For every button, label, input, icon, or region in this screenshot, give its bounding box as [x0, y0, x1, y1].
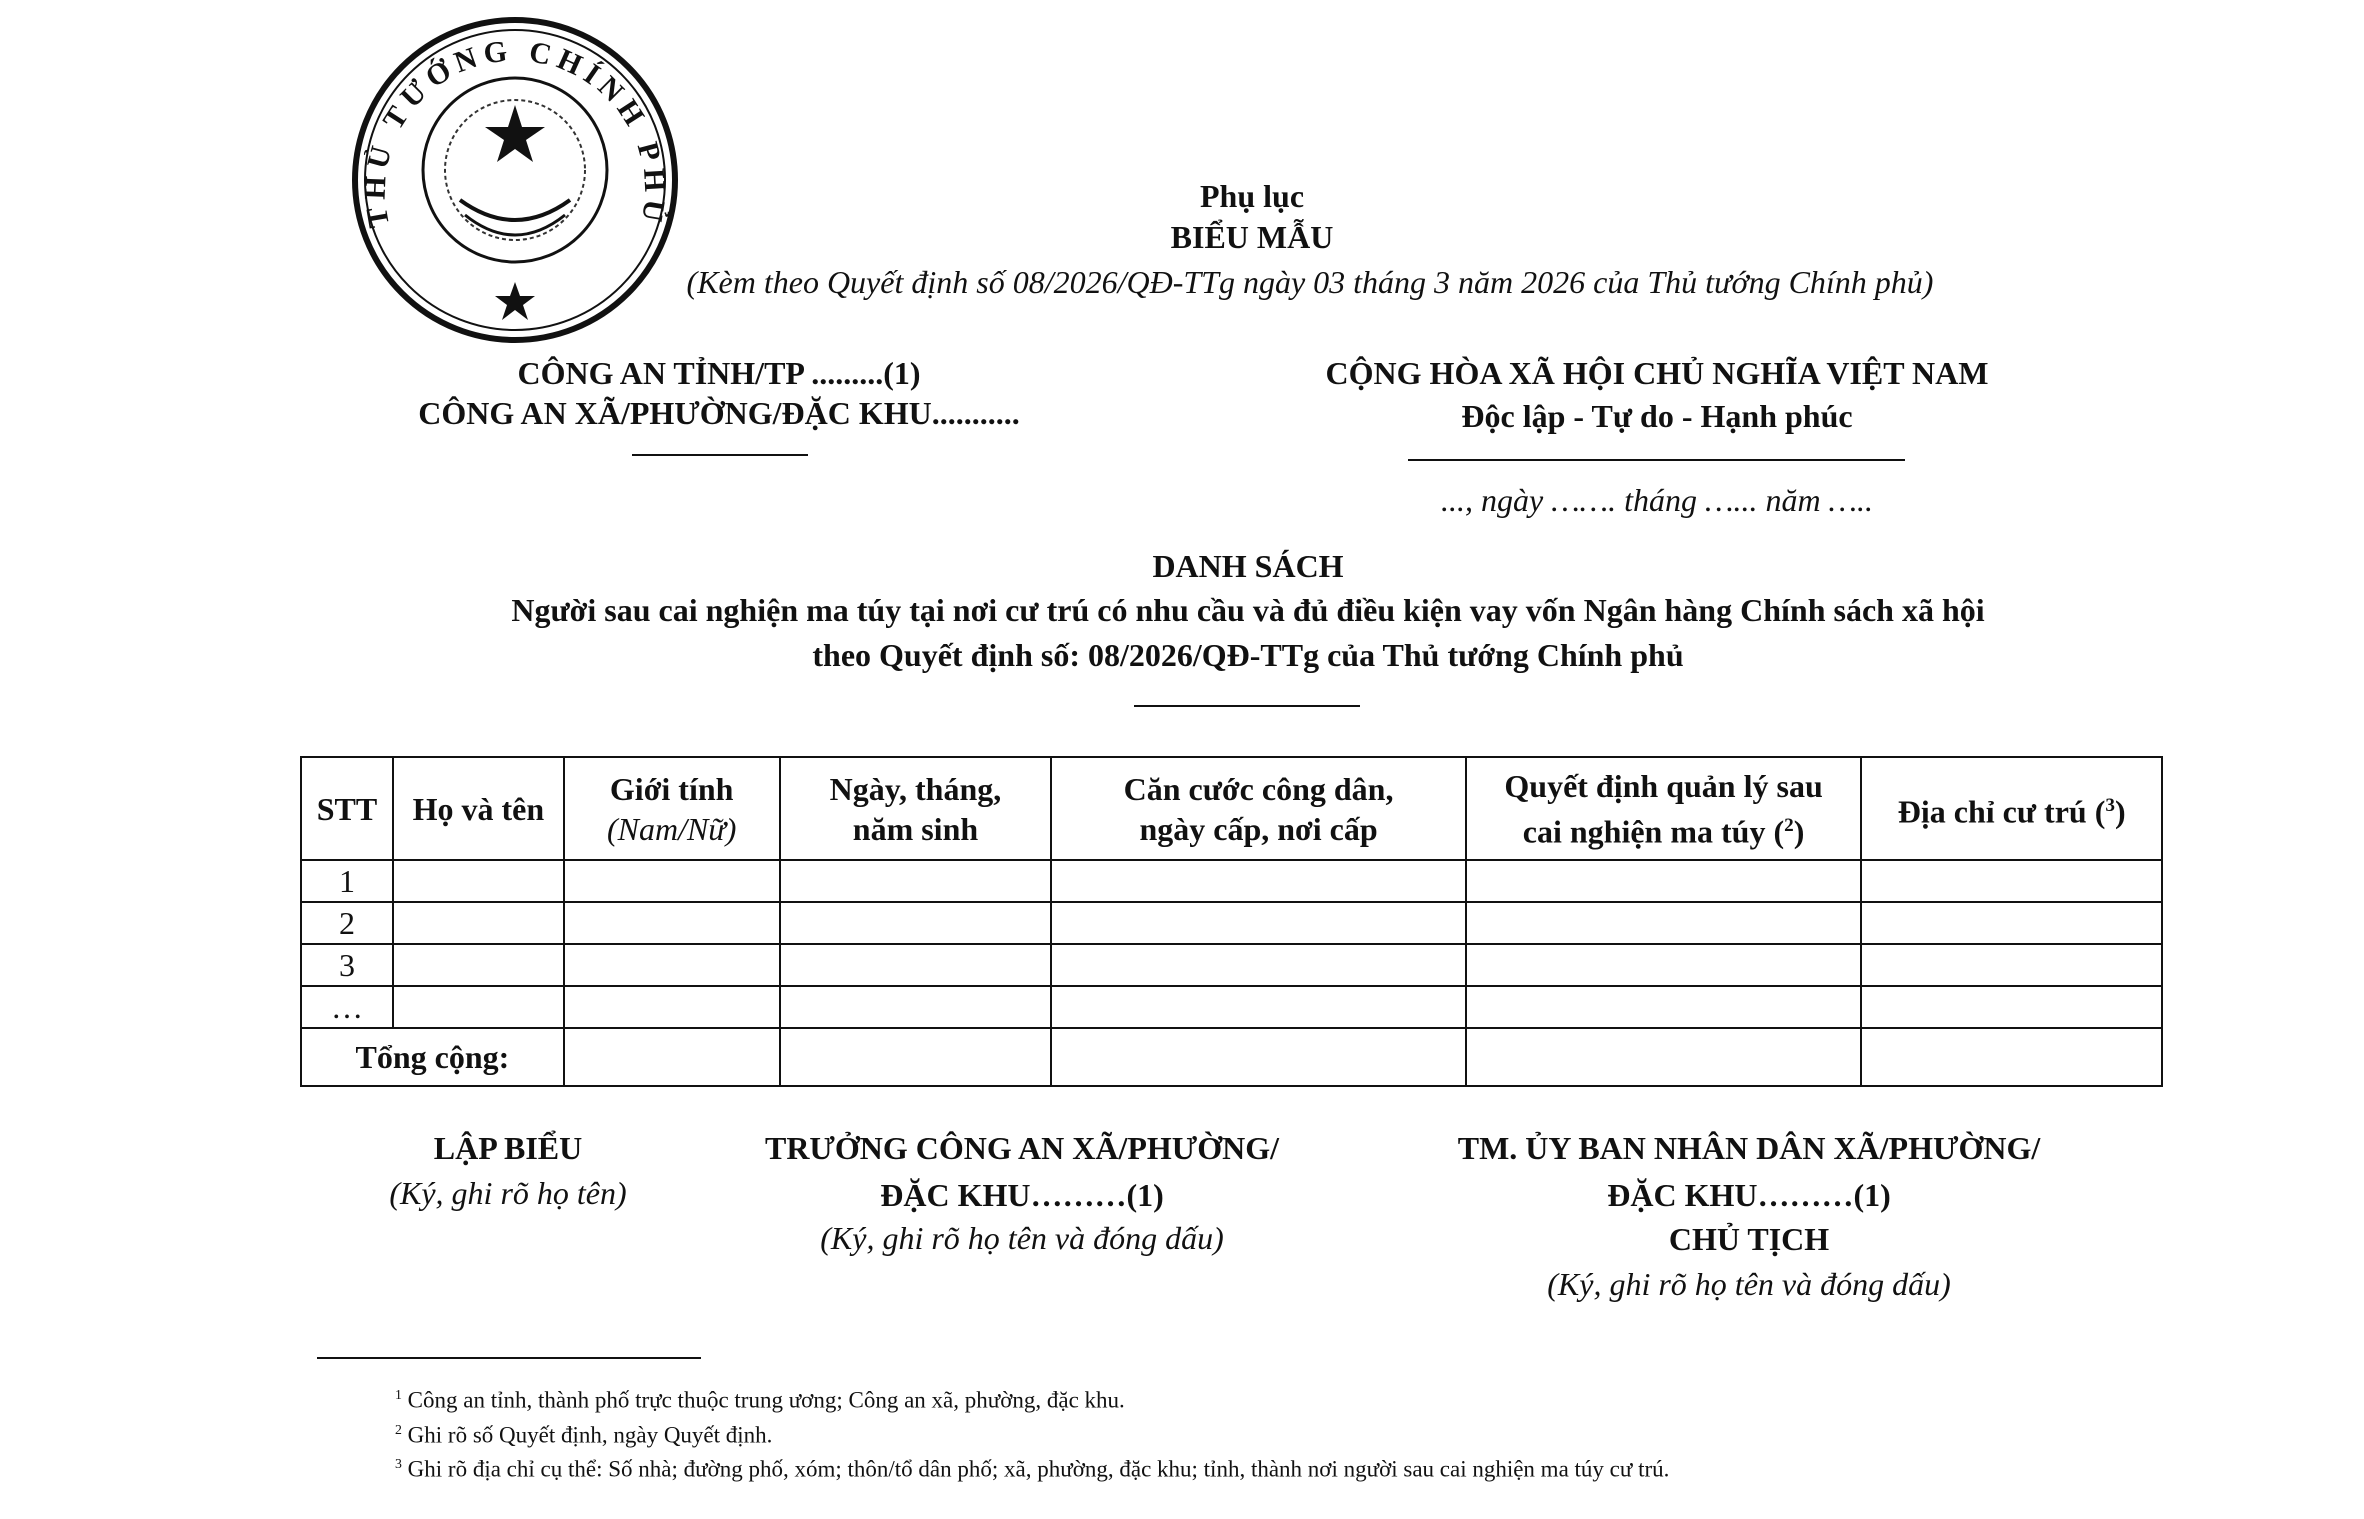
- footnote-ref-3: 3: [2105, 794, 2115, 816]
- table-row: [301, 986, 2162, 1028]
- cell[interactable]: [393, 860, 564, 902]
- cell[interactable]: [1861, 860, 2162, 902]
- header-decision: Quyết định quản lý sau cai nghiện ma túy ($^2$): [1466, 757, 1862, 860]
- left-header-divider: [632, 454, 808, 456]
- cell[interactable]: [1466, 902, 1862, 944]
- header-id-line2: ngày cấp, nơi cấp: [1139, 810, 1378, 847]
- cell[interactable]: [1861, 944, 2162, 986]
- cell[interactable]: [564, 1028, 780, 1086]
- preparer-note: (Ký, ghi rõ họ tên): [389, 1175, 627, 1211]
- header-dob: [780, 757, 1052, 860]
- cell[interactable]: [780, 1028, 1052, 1086]
- right-header-divider: [1408, 459, 1905, 461]
- table-row: [301, 944, 2162, 986]
- cell[interactable]: [1051, 902, 1465, 944]
- police-chief-title-line2: ĐẶC KHU………(1): [880, 1177, 1164, 1213]
- national-motto: Độc lập - Tự do - Hạnh phúc: [1461, 398, 1853, 434]
- footnote-1: [395, 1380, 1125, 1416]
- provincial-police-line: CÔNG AN TỈNH/TP .........(1): [517, 355, 921, 391]
- total-row: [301, 1028, 2162, 1086]
- list-description-line2: theo Quyết định số: 08/2026/QĐ-TTg của Thủ tướng Chính phủ: [812, 637, 1684, 673]
- committee-title-line2: ĐẶC KHU………(1): [1607, 1177, 1891, 1213]
- footnote-ref-2: 2: [1784, 814, 1794, 836]
- footnote-number: 1: [395, 1387, 402, 1402]
- appendix-title: BIỂU MẪU: [1170, 219, 1334, 255]
- cell[interactable]: [780, 986, 1052, 1028]
- cell[interactable]: [564, 902, 780, 944]
- appendix-subtitle: (Kèm theo Quyết định số 08/2026/QĐ-TTg ngày 03 tháng 3 năm 2026 của Thủ tướng Chính phủ): [686, 264, 1934, 300]
- national-title: CỘNG HÒA XÃ HỘI CHỦ NGHĨA VIỆT NAM: [1325, 355, 1989, 391]
- cell[interactable]: [564, 944, 780, 986]
- cell[interactable]: [1051, 986, 1465, 1028]
- row-stt: 2: [301, 902, 393, 944]
- header-address-label: Địa chỉ cư trú (: [1897, 793, 2106, 830]
- list-title: DANH SÁCH: [1152, 548, 1344, 584]
- footnote-number: 2: [395, 1422, 402, 1437]
- appendix-label: Phụ lục: [1199, 178, 1305, 214]
- cell[interactable]: [1466, 860, 1862, 902]
- official-seal: [345, 10, 685, 350]
- committee-title-line3: CHỦ TỊCH: [1668, 1221, 1830, 1257]
- cell[interactable]: [1466, 986, 1862, 1028]
- header-dob-line1: Ngày, tháng,: [829, 770, 1002, 807]
- header-stt: STT: [301, 757, 393, 860]
- cell[interactable]: [1466, 1028, 1862, 1086]
- header-decision-line1: Quyết định quản lý sau: [1504, 767, 1823, 804]
- cell[interactable]: [393, 986, 564, 1028]
- footnote-text: Ghi rõ số Quyết định, ngày Quyết định.: [407, 1422, 773, 1448]
- cell[interactable]: [1051, 860, 1465, 902]
- cell[interactable]: [564, 986, 780, 1028]
- cell[interactable]: [1861, 1028, 2162, 1086]
- svg-text:THỦ TƯỚNG CHÍNH PHỦ: THỦ TƯỚNG CHÍNH PHỦ: [358, 34, 672, 231]
- commune-police-line: CÔNG AN XÃ/PHƯỜNG/ĐẶC KHU...........: [418, 395, 1020, 431]
- cell[interactable]: [1861, 986, 2162, 1028]
- cell[interactable]: [780, 944, 1052, 986]
- cell[interactable]: [1051, 1028, 1465, 1086]
- footnote-text: Ghi rõ địa chỉ cụ thể: Số nhà; đường phố, xóm; thôn/tổ dân phố; xã, phường, đặc khu; tỉnh, thành nơi người sau cai nghiện ma túy cư trú.: [407, 1456, 1670, 1482]
- footnote-divider: [317, 1357, 701, 1359]
- cell[interactable]: [1051, 944, 1465, 986]
- star-icon: [485, 105, 545, 162]
- row-stt: 1: [301, 860, 393, 902]
- row-stt: 3: [301, 944, 393, 986]
- police-chief-note: (Ký, ghi rõ họ tên và đóng dấu): [820, 1220, 1224, 1256]
- table-header-row: [301, 757, 2162, 860]
- list-title-divider: [1134, 705, 1360, 707]
- footnote-3: [395, 1449, 1669, 1485]
- total-label: Tổng cộng:: [301, 1028, 564, 1086]
- header-dob-line2: năm sinh: [852, 810, 979, 847]
- header-decision-line2: cai nghiện ma túy (: [1522, 813, 1785, 850]
- header-gender-note: (Nam/Nữ): [606, 810, 737, 847]
- header-gender: [564, 757, 780, 860]
- row-stt: …: [301, 986, 393, 1028]
- header-gender-label: Giới tính: [609, 770, 734, 807]
- date-line: ..., ngày ……. tháng …... năm …..: [1440, 482, 1874, 518]
- beneficiary-table: [300, 756, 2163, 1087]
- header-id: [1051, 757, 1465, 860]
- committee-note: (Ký, ghi rõ họ tên và đóng dấu): [1547, 1266, 1951, 1302]
- committee-title-line1: TM. ỦY BAN NHÂN DÂN XÃ/PHƯỜNG/: [1457, 1130, 2041, 1166]
- header-address: Địa chỉ cư trú ($^3$): [1861, 757, 2162, 860]
- cell[interactable]: [780, 860, 1052, 902]
- cell[interactable]: [393, 902, 564, 944]
- header-name: Họ và tên: [393, 757, 564, 860]
- cell[interactable]: [1861, 902, 2162, 944]
- table-row: [301, 902, 2162, 944]
- table-row: [301, 860, 2162, 902]
- preparer-title: LẬP BIỂU: [433, 1130, 583, 1166]
- footnote-2: [395, 1415, 772, 1451]
- police-chief-title-line1: TRƯỞNG CÔNG AN XÃ/PHƯỜNG/: [764, 1130, 1280, 1166]
- cell[interactable]: [1466, 944, 1862, 986]
- cell[interactable]: [564, 860, 780, 902]
- list-description-line1: Người sau cai nghiện ma túy tại nơi cư trú có nhu cầu và đủ điều kiện vay vốn Ngân hàng Chính sách xã hội: [511, 592, 1985, 628]
- cell[interactable]: [780, 902, 1052, 944]
- cell[interactable]: [393, 944, 564, 986]
- footnote-text: Công an tỉnh, thành phố trực thuộc trung ương; Công an xã, phường, đặc khu.: [407, 1387, 1125, 1413]
- header-id-line1: Căn cước công dân,: [1123, 770, 1394, 807]
- footnote-number: 3: [395, 1456, 402, 1471]
